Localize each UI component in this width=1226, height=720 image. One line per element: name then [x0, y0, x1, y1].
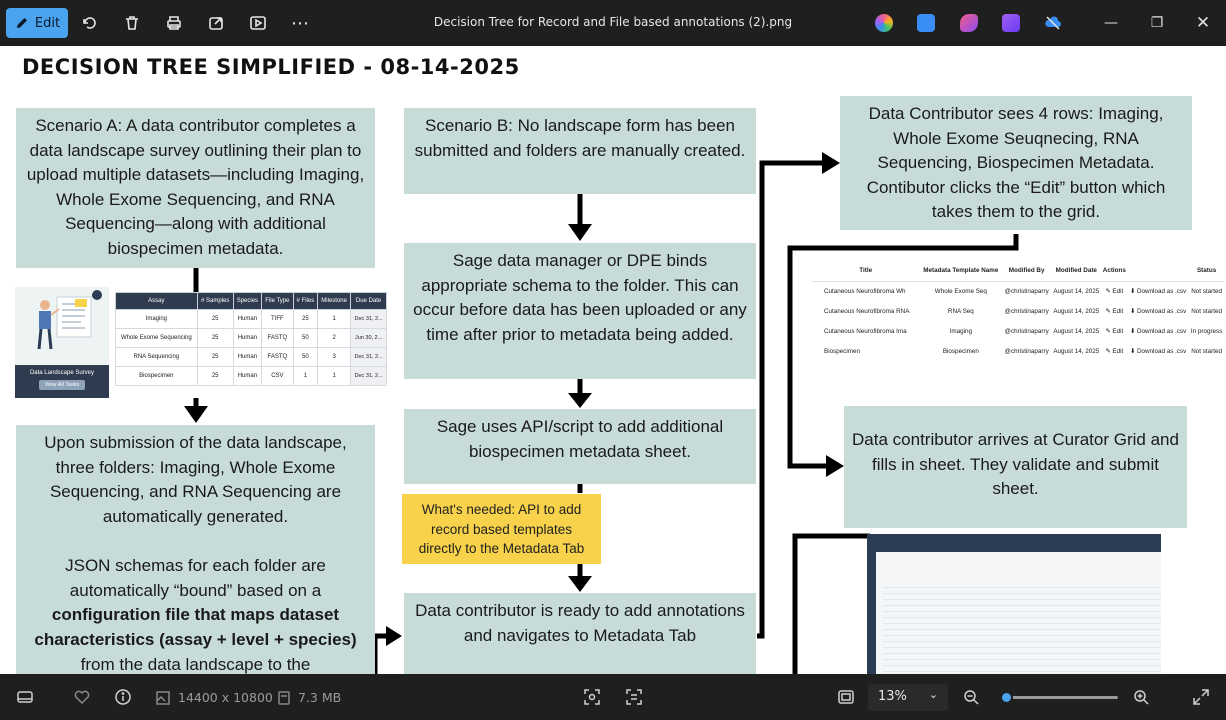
share-icon: [207, 14, 225, 32]
fit-to-window-button[interactable]: [837, 688, 855, 706]
grid-edit-cell: ✎ Edit: [1105, 287, 1124, 295]
survey-footer: [15, 365, 109, 398]
landscape-cell: Human: [233, 348, 261, 367]
submission-box: [16, 425, 375, 674]
landscape-table-body: [116, 310, 387, 386]
survey-title: Data Landscape Survey: [29, 370, 95, 376]
document-title: DECISION TREE SIMPLIFIED - 08-14-2025: [22, 55, 520, 79]
landscape-cell: Jun 30, 2...: [351, 329, 387, 348]
zoom-slider-thumb[interactable]: [1000, 691, 1013, 704]
landscape-cell: 25: [197, 367, 233, 386]
text-scan-icon: [625, 688, 643, 706]
grid-download-cell: ⬇ Download as .csv: [1129, 307, 1187, 315]
clipchamp-icon[interactable]: [1002, 14, 1020, 32]
share-button[interactable]: [200, 8, 232, 38]
title-bar: [0, 0, 1226, 46]
zoom-slider-track[interactable]: [1000, 696, 1118, 699]
creative-app-icon[interactable]: [960, 14, 978, 32]
grid-download-cell: ⬇ Download as .csv: [1129, 327, 1187, 335]
restore-icon: ❐: [1150, 15, 1164, 31]
grid-header-cell: [1127, 261, 1189, 281]
landscape-cell: Human: [233, 310, 261, 329]
designer-icon[interactable]: [917, 14, 935, 32]
grid-edit-cell: ✎ Edit: [1105, 327, 1124, 335]
scan-icon: [583, 688, 601, 706]
landscape-cell: 2: [318, 329, 351, 348]
landscape-cell: Whole Exome Sequencing: [116, 329, 198, 348]
grid-header-cell: Actions: [1102, 261, 1127, 281]
scenario-b-box: Scenario B: No landscape form has been submitted and folders are manually created.: [404, 108, 756, 194]
grid-modified-date-cell: August 14, 2025: [1053, 287, 1100, 295]
zoom-out-icon: [962, 688, 980, 706]
print-button[interactable]: [158, 8, 190, 38]
zoom-value: 13%: [878, 689, 907, 704]
api-script-box: Sage uses API/script to add additional biospecimen metadata sheet.: [404, 409, 756, 484]
image-dimensions: 14400 x 10800: [178, 690, 273, 705]
submission-text-a: JSON schemas for each folder are automatically “bound” based on a: [65, 555, 326, 600]
rotate-button[interactable]: [74, 8, 106, 38]
rotate-icon: [81, 14, 99, 32]
submission-text-bold: configuration file that maps dataset characteristics (assay + level + species): [34, 605, 357, 649]
ready-box: Data contributor is ready to add annotations and navigates to Metadata Tab: [404, 593, 756, 674]
grid-modified-by-cell: @christinaparry: [1004, 307, 1049, 315]
grid-header-cell: Status: [1189, 261, 1224, 281]
landscape-cell: CSV: [262, 367, 294, 386]
restore-button[interactable]: [1142, 10, 1172, 36]
grid-status-cell: In progress: [1190, 327, 1223, 335]
favorite-button[interactable]: [73, 688, 91, 706]
info-icon: [114, 688, 132, 706]
scenario-a-box: Scenario A: A data contributor completes a data landscape survey outlining their plan to upload multiple datasets—including Imaging, Whole Exome Sequencing, and RNA Sequencing—along with additional biospecimen metadata.: [16, 108, 375, 268]
landscape-header-cell: Species: [233, 293, 261, 310]
landscape-row: [116, 367, 387, 386]
landscape-cell: Biospecimen: [116, 367, 198, 386]
grid-title-cell: Cutaneous Neurofibroma Ima: [824, 327, 907, 335]
grid-row: [812, 281, 1224, 301]
more-icon: ⋯: [291, 12, 309, 34]
copilot-icon[interactable]: [875, 14, 893, 32]
landscape-cell: 50: [293, 329, 317, 348]
zoom-out-button[interactable]: [962, 688, 980, 706]
landscape-cell: 1: [293, 367, 317, 386]
grid-header-cell: Metadata Template Name: [919, 261, 1002, 281]
expand-icon: [1192, 688, 1210, 706]
grid-status-cell: Not started: [1191, 287, 1223, 295]
metadata-grid-table: [812, 261, 1224, 361]
grid-modified-date-cell: August 14, 2025: [1053, 327, 1100, 335]
onedrive-offline-icon[interactable]: [1044, 14, 1062, 32]
landscape-cell: Imaging: [116, 310, 198, 329]
curator-header-bar: [867, 534, 1161, 552]
edit-button[interactable]: [6, 8, 68, 38]
file-size: 7.3 MB: [298, 690, 342, 705]
grid-title-cell: Cutaneous Neurofibroma RNA: [824, 307, 910, 315]
curator-grid-screenshot: [867, 534, 1161, 674]
landscape-row: [116, 348, 387, 367]
landscape-cell: Dec 31, 2...: [351, 348, 387, 367]
dimensions-icon: [154, 689, 172, 707]
grid-status-cell: Not started: [1191, 307, 1223, 315]
landscape-cell: 25: [197, 348, 233, 367]
grid-row: [812, 321, 1224, 341]
close-icon: ✕: [1195, 13, 1211, 33]
trash-icon: [123, 14, 141, 32]
zoom-in-icon: [1132, 688, 1150, 706]
landscape-table-header: [116, 293, 387, 310]
metadata-grid-header: [812, 261, 1224, 281]
more-options-button[interactable]: [284, 8, 316, 38]
grid-title-cell: Cutaneous Neurofibroma Wh: [824, 287, 906, 295]
grid-header-cell: Modified By: [1002, 261, 1051, 281]
landscape-cell: 1: [318, 310, 351, 329]
slideshow-button[interactable]: [242, 8, 274, 38]
text-extract-button[interactable]: [625, 688, 643, 706]
landscape-cell: 25: [293, 310, 317, 329]
submission-paragraph-2: [24, 554, 367, 674]
zoom-in-button[interactable]: [1132, 688, 1150, 706]
filmstrip-icon: [16, 688, 34, 706]
grid-download-cell: ⬇ Download as .csv: [1129, 347, 1187, 355]
file-size-icon: [275, 689, 293, 707]
edit-label: Edit: [34, 15, 61, 31]
grid-modified-by-cell: @christinaparry: [1004, 347, 1049, 355]
landscape-header-cell: Assay: [116, 293, 198, 310]
delete-button[interactable]: [116, 8, 148, 38]
curator-grid-box: Data contributor arrives at Curator Grid and fills in sheet. They validate and submit sheet.: [844, 406, 1187, 528]
minimize-icon: —: [1104, 15, 1118, 31]
minimize-button[interactable]: [1096, 10, 1126, 36]
landscape-header-cell: File Type: [262, 293, 294, 310]
landscape-cell: Dec 31, 2...: [351, 310, 387, 329]
heart-icon: [73, 688, 91, 706]
grid-modified-date-cell: August 14, 2025: [1053, 307, 1100, 315]
landscape-cell: FASTQ: [262, 348, 294, 367]
survey-illustration: [15, 287, 109, 365]
fullscreen-button[interactable]: [1192, 688, 1210, 706]
grid-edit-cell: ✎ Edit: [1105, 307, 1124, 315]
view-all-tasks-button: View All Tasks: [39, 380, 86, 390]
landscape-cell: 25: [197, 310, 233, 329]
metadata-grid-body: [812, 281, 1224, 361]
printer-icon: [165, 14, 183, 32]
grid-modified-date-cell: August 14, 2025: [1053, 347, 1100, 355]
bind-schema-box: Sage data manager or DPE binds appropriate schema to the folder. This can occur before data has been uploaded or any time after prior to metadata being added.: [404, 243, 756, 379]
visual-search-button[interactable]: [583, 688, 601, 706]
grid-template-cell: Whole Exome Seq: [934, 287, 987, 295]
survey-card-image: [15, 287, 109, 398]
landscape-cell: 25: [197, 329, 233, 348]
grid-row: [812, 301, 1224, 321]
landscape-header-cell: Milestone: [318, 293, 351, 310]
landscape-header-cell: Due Date: [351, 293, 387, 310]
sees-rows-box: Data Contributor sees 4 rows: Imaging, Whole Exome Seuqnecing, RNA Sequencing, Biospecimen Metadata. Contibutor clicks the “Edit” button which takes them to the grid.: [840, 96, 1192, 230]
slideshow-icon: [249, 14, 267, 32]
landscape-cell: RNA Sequencing: [116, 348, 198, 367]
grid-edit-cell: ✎ Edit: [1105, 347, 1124, 355]
landscape-row: [116, 329, 387, 348]
close-button[interactable]: [1188, 10, 1218, 36]
window-title: Decision Tree for Record and File based annotations (2).png: [433, 15, 793, 29]
whats-needed-note: What's needed: API to add record based templates directly to the Metadata Tab: [402, 494, 601, 564]
fit-icon: [837, 688, 855, 706]
landscape-cell: 50: [293, 348, 317, 367]
landscape-cell: 3: [318, 348, 351, 367]
landscape-cell: Dec 31, 2...: [351, 367, 387, 386]
grid-header-cell: Title: [812, 261, 919, 281]
grid-template-cell: Imaging: [949, 327, 973, 335]
grid-status-cell: Not started: [1191, 347, 1223, 355]
chevron-down-icon: ⌄: [928, 688, 938, 701]
landscape-row: [116, 310, 387, 329]
landscape-table: [115, 292, 387, 386]
info-button[interactable]: [114, 688, 132, 706]
image-viewer-canvas[interactable]: [0, 46, 1226, 674]
submission-paragraph-1: Upon submission of the data landscape, three folders: Imaging, Whole Exome Sequencing, and RNA Sequencing are automatically generated.: [44, 433, 347, 527]
status-bar: [0, 674, 1226, 720]
curator-sidebar: [867, 552, 876, 674]
landscape-header-cell: # Files: [293, 293, 317, 310]
pencil-icon: [14, 15, 30, 31]
landscape-cell: Human: [233, 367, 261, 386]
filmstrip-button[interactable]: [16, 688, 34, 706]
grid-modified-by-cell: @christinaparry: [1004, 287, 1049, 295]
grid-header-cell: Modified Date: [1051, 261, 1102, 281]
grid-download-cell: ⬇ Download as .csv: [1129, 287, 1187, 295]
grid-modified-by-cell: @christinaparry: [1004, 327, 1049, 335]
landscape-cell: TIFF: [262, 310, 294, 329]
grid-template-cell: RNA Seq: [947, 307, 974, 315]
submission-text-c: from the data landscape to the: [80, 654, 311, 674]
grid-template-cell: Biospecimen: [942, 347, 979, 355]
landscape-cell: 1: [318, 367, 351, 386]
landscape-cell: FASTQ: [262, 329, 294, 348]
grid-row: [812, 341, 1224, 361]
landscape-header-cell: # Samples: [197, 293, 233, 310]
landscape-cell: Human: [233, 329, 261, 348]
grid-title-cell: Biospecimen: [824, 347, 861, 355]
zoom-dropdown[interactable]: [868, 684, 948, 711]
